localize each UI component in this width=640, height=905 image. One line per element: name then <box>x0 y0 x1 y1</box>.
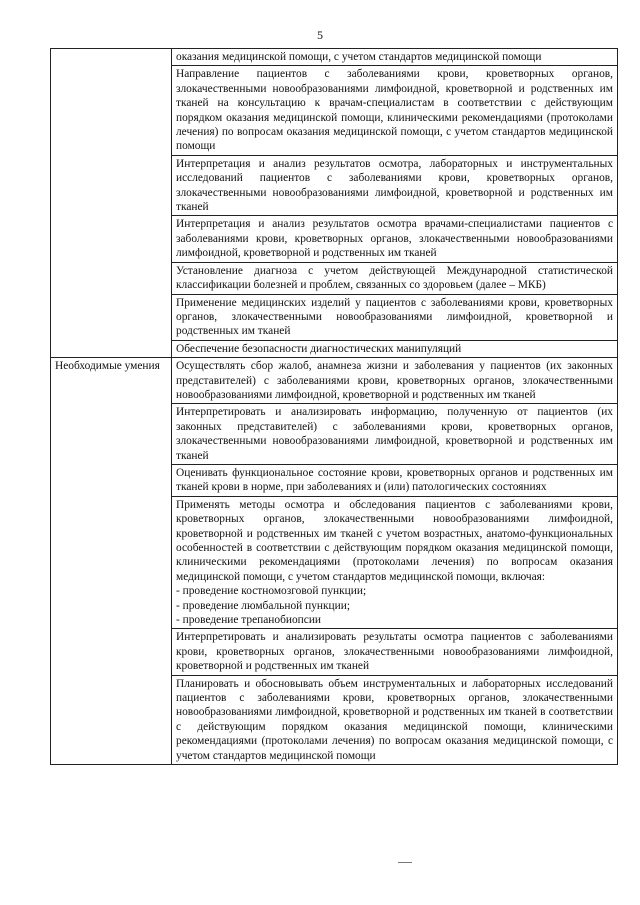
right-cell <box>172 629 618 675</box>
cell-text: Интерпретация и анализ результатов осмотра, лабораторных и инструментальных исследований пациентов с заболеваниями крови, кроветворных органов, злокачественными новообразованиями лимфоидной, кроветворной и родственных им тканей <box>176 157 613 214</box>
section-label-cell <box>51 358 172 765</box>
cell-text: оказания медицинской помощи, с учетом стандартов медицинской помощи <box>176 51 542 63</box>
right-cell <box>172 294 618 340</box>
page-number: 5 <box>317 28 323 42</box>
section-label: Необходимые умения <box>55 360 160 373</box>
right-cell <box>172 496 618 629</box>
left-cell-empty <box>51 49 172 358</box>
table-row <box>51 358 618 404</box>
cell-text: Интерпретировать и анализировать информацию, полученную от пациентов (их законных представителей) с заболеваниями крови, кроветворных органов, злокачественными новообразованиями лимфоидной, кроветворной и родственных им тканей <box>176 406 613 462</box>
cell-text: Планировать и обосновывать объем инструментальных и лабораторных исследований пациентов с заболеваниями крови, кроветворных органов, злокачественными новообразованиями лимфоидной, кроветворной и родственных им тканей в соответствии с действующим порядком оказания медицинской помощи, клиническими рекомендациями (протоколами лечения) по вопросам оказания медицинской помощи, с учетом стандартов медицинской помощи <box>176 677 613 762</box>
list-item: - проведение трепанобиопсии <box>176 614 322 627</box>
list-item: - проведение костномозговой пункции; <box>176 585 367 598</box>
cell-text: Установление диагноза с учетом действующей Международной статистической классификации болезней и проблем, связанных со здоровьем (далее – МКБ) <box>176 264 613 292</box>
cell-text: Применять методы осмотра и обследования пациентов с заболеваниями крови, кроветворных органов, злокачественными новообразованиями лимфоидной, кроветворной и родственных им тканей с учетом возрастных, анатомо-функциональных особенностей в соответствии с действующим порядком оказания медицинской помощи, клиническими рекомендациями (протоколами лечения) по вопросам оказания медицинской помощи, с учетом стандартов медицинской помощи, включая: <box>176 498 613 583</box>
cell-text: Интерпретировать и анализировать результаты осмотра пациентов с заболеваниями крови, кроветворных органов, злокачественными новообразованиями лимфоидной, кроветворной и родственных им тканей <box>176 631 613 673</box>
right-cell <box>172 262 618 294</box>
cell-text: Осуществлять сбор жалоб, анамнеза жизни и заболевания у пациентов (их законных представителей) с заболеваниями крови, кроветворных органов, злокачественными новообразованиями лимфоидной, кроветворной и родственных им тканей <box>176 360 613 401</box>
right-cell <box>172 340 618 357</box>
requirements-table <box>50 48 618 765</box>
scan-mark <box>398 862 412 863</box>
cell-text: Оценивать функциональное состояние крови, кроветворных органов и родственных им тканей крови в норме, при заболеваниях и (или) патологических состояниях <box>176 466 613 494</box>
cell-text: Интерпретация и анализ результатов осмотра врачами-специалистами пациентов с заболеваниями крови, кроветворных органов, злокачественными новообразованиями лимфоидной, кроветворной и родственных им тканей <box>176 218 613 260</box>
right-cell <box>172 66 618 155</box>
list-item: - проведение люмбальной пункции; <box>176 599 350 612</box>
right-cell <box>172 155 618 216</box>
right-cell <box>172 464 618 496</box>
right-cell <box>172 49 618 66</box>
right-cell <box>172 675 618 764</box>
table-row <box>51 49 618 66</box>
right-cell <box>172 358 618 404</box>
right-cell <box>172 404 618 465</box>
cell-text: Направление пациентов с заболеваниями крови, кроветворных органов, злокачественными новообразованиями лимфоидной, кроветворной и родственных им тканей на консультацию к врачам-специалистам в соответствии с действующим порядком оказания медицинской помощи, клиническими рекомендациями (протоколами лечения) по вопросам оказания медицинской помощи, с учетом стандартов медицинской помощи <box>176 68 613 153</box>
cell-text: Применение медицинских изделий у пациентов с заболеваниями крови, кроветворных органов, злокачественными новообразованиями лимфоидной, кроветворной и родственных им тканей <box>176 296 613 338</box>
cell-text: Обеспечение безопасности диагностических манипуляций <box>176 342 462 355</box>
right-cell <box>172 216 618 262</box>
